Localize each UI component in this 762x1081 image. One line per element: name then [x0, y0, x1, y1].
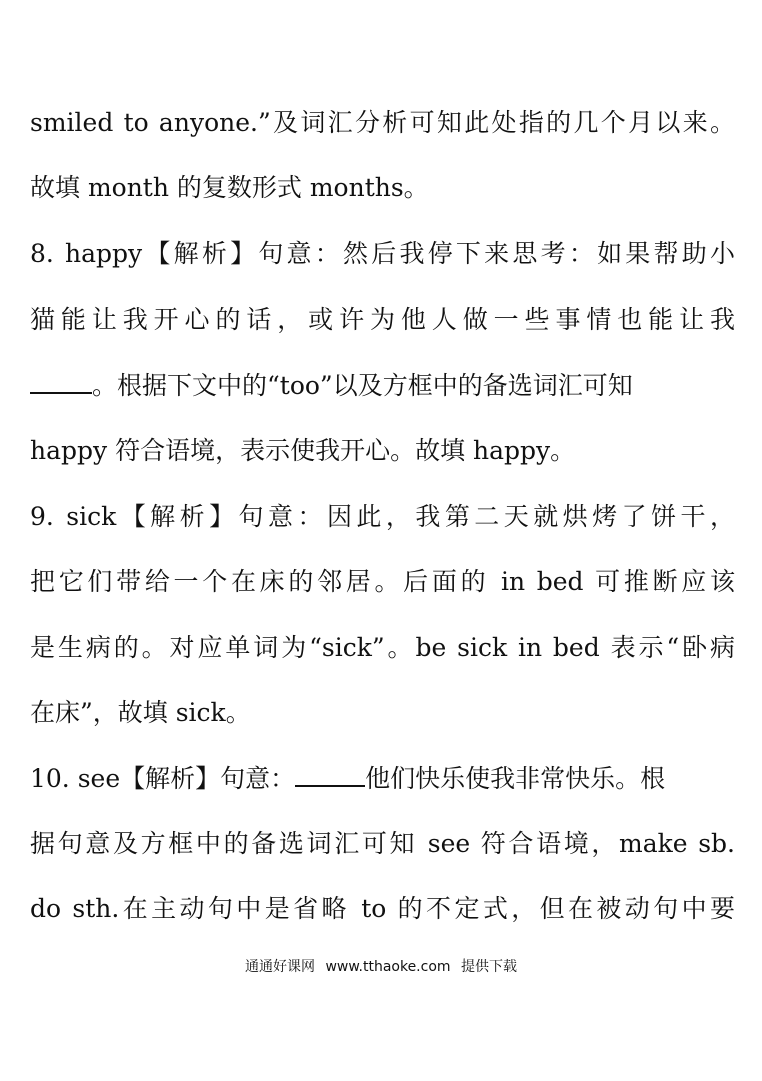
text-line-13: do sth.在主动句中是省略 to 的不定式，但在被动句中要: [30, 894, 735, 923]
text-line-5-content: 。根据下文中的“too”以及方框中的备选词汇可知: [92, 371, 633, 400]
text-line-11-after: 他们快乐使我非常快乐。根: [365, 764, 666, 793]
text-line-7: 9. sick【解析】句意：因此，我第二天就烘烤了饼干，: [30, 502, 735, 531]
footer-tagline: 提供下载: [461, 959, 517, 975]
answer-blank: [30, 372, 92, 394]
text-line-5: [30, 366, 735, 406]
text-line-3: 8. happy【解析】句意：然后我停下来思考：如果帮助小: [30, 239, 735, 268]
text-line-4: 猫能让我开心的话，或许为他人做一些事情也能让我: [30, 305, 735, 334]
text-line-1: smiled to anyone.”及词汇分析可知此处指的几个月以来。: [30, 108, 735, 137]
text-line-6: happy 符合语境，表示使我开心。故填 happy。: [30, 436, 576, 465]
text-line-11-before: 10. see【解析】句意：: [30, 764, 296, 793]
footer-site-name: 通通好课网: [245, 959, 315, 975]
text-line-9: 是生病的。对应单词为“sick”。be sick in bed 表示“卧病: [30, 633, 735, 662]
answer-blank: [295, 765, 365, 787]
text-line-10: 在床”，故填 sick。: [30, 698, 251, 727]
text-line-8: 把它们带给一个在床的邻居。后面的 in bed 可推断应该: [30, 567, 735, 596]
text-line-2: 故填 month 的复数形式 months。: [30, 173, 429, 202]
text-line-11: [30, 759, 735, 799]
text-line-12: 据句意及方框中的备选词汇可知 see 符合语境，make sb.: [30, 829, 735, 858]
footer-url[interactable]: www.tthaoke.com: [325, 959, 451, 975]
page-footer: [0, 956, 762, 978]
